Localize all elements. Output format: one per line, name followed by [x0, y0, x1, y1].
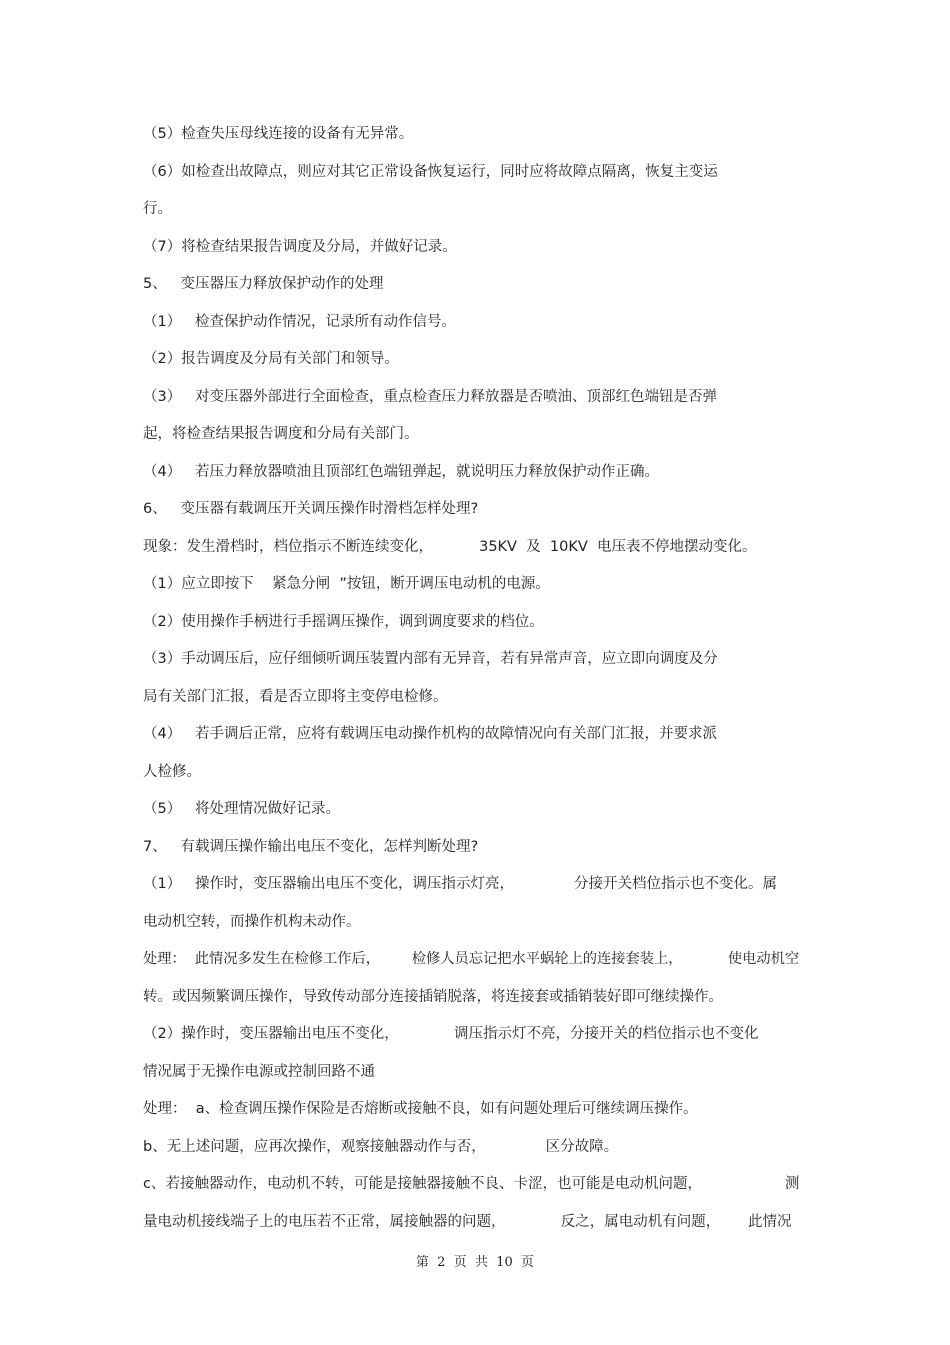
section-heading: 7、 有载调压操作输出电压不变化，怎样判断处理?: [143, 839, 479, 855]
text-line: 处理： 此情况多发生在检修工作后， 检修人员忘记把水平蜗轮上的连接套装上， 使电动机空: [143, 951, 800, 967]
text-line: （1）应立即按下 紧急分闸 ”按钮，断开调压电动机的电源。: [143, 576, 550, 592]
text-line: 局有关部门汇报，看是否立即将主变停电检修。: [143, 689, 448, 705]
text-line: （5）检查失压母线连接的设备有无异常。: [143, 126, 414, 142]
text-line: （4） 若压力释放器喷油且顶部红色端钮弹起，就说明压力释放保护动作正确。: [143, 464, 660, 480]
text-line: 起，将检查结果报告调度和分局有关部门。: [143, 426, 419, 442]
text-line: 处理： a、检查调压操作保险是否熔断或接触不良，如有问题处理后可继续调压操作。: [143, 1101, 698, 1117]
text-line: 情况属于无操作电源或控制回路不通: [143, 1064, 375, 1080]
text-line: （2）报告调度及分局有关部门和领导。: [143, 351, 399, 367]
text-line: 现象：发生滑档时，档位指示不断连续变化， 35KV 及 10KV 电压表不停地摆动变化。: [143, 539, 757, 555]
text-line: （4） 若手调后正常，应将有载调压电动操作机构的故障情况向有关部门汇报，并要求派: [143, 726, 718, 742]
text-line: 人检修。: [143, 764, 201, 780]
text-line: （2）操作时，变压器输出电压不变化， 调压指示灯不亮，分接开关的档位指示也不变化: [143, 1026, 759, 1042]
text-line: （5） 将处理情况做好记录。: [143, 801, 341, 817]
text-line: （7）将检查结果报告调度及分局，并做好记录。: [143, 239, 457, 255]
text-line: （3）手动调压后，应仔细倾听调压装置内部有无异音，若有异常声音，应立即向调度及分: [143, 651, 718, 667]
text-line: b、无上述问题，应再次操作，观察接触器动作与否， 区分故障。: [143, 1139, 619, 1155]
text-line: （3） 对变压器外部进行全面检查，重点检查压力释放器是否喷油、顶部红色端钮是否弹: [143, 389, 718, 405]
page-number-footer: 第 2 页 共 10 页: [415, 1255, 535, 1270]
text-line: 行。: [143, 201, 172, 217]
text-line: c、若接触器动作，电动机不转，可能是接触器接触不良、卡涩，也可能是电动机问题， 测: [143, 1176, 800, 1192]
text-line: 电动机空转，而操作机构未动作。: [143, 914, 361, 930]
text-line: （6）如检查出故障点，则应对其它正常设备恢复运行，同时应将故障点隔离，恢复主变运: [143, 164, 718, 180]
text-line: （1） 检查保护动作情况，记录所有动作信号。: [143, 314, 457, 330]
text-line: （2）使用操作手柄进行手摇调压操作，调到调度要求的档位。: [143, 614, 544, 630]
text-line: （1） 操作时，变压器输出电压不变化，调压指示灯亮， 分接开关档位指示也不变化。属: [143, 876, 777, 892]
text-line: 量电动机接线端子上的电压若不正常，属接触器的问题， 反之，属电动机有问题， 此情况: [143, 1214, 792, 1230]
section-heading: 5、 变压器压力释放保护动作的处理: [143, 276, 384, 292]
section-heading: 6、 变压器有载调压开关调压操作时滑档怎样处理?: [143, 501, 479, 517]
text-line: 转。或因频繁调压操作，导致传动部分连接插销脱落，将连接套或插销装好即可继续操作。: [143, 989, 723, 1005]
